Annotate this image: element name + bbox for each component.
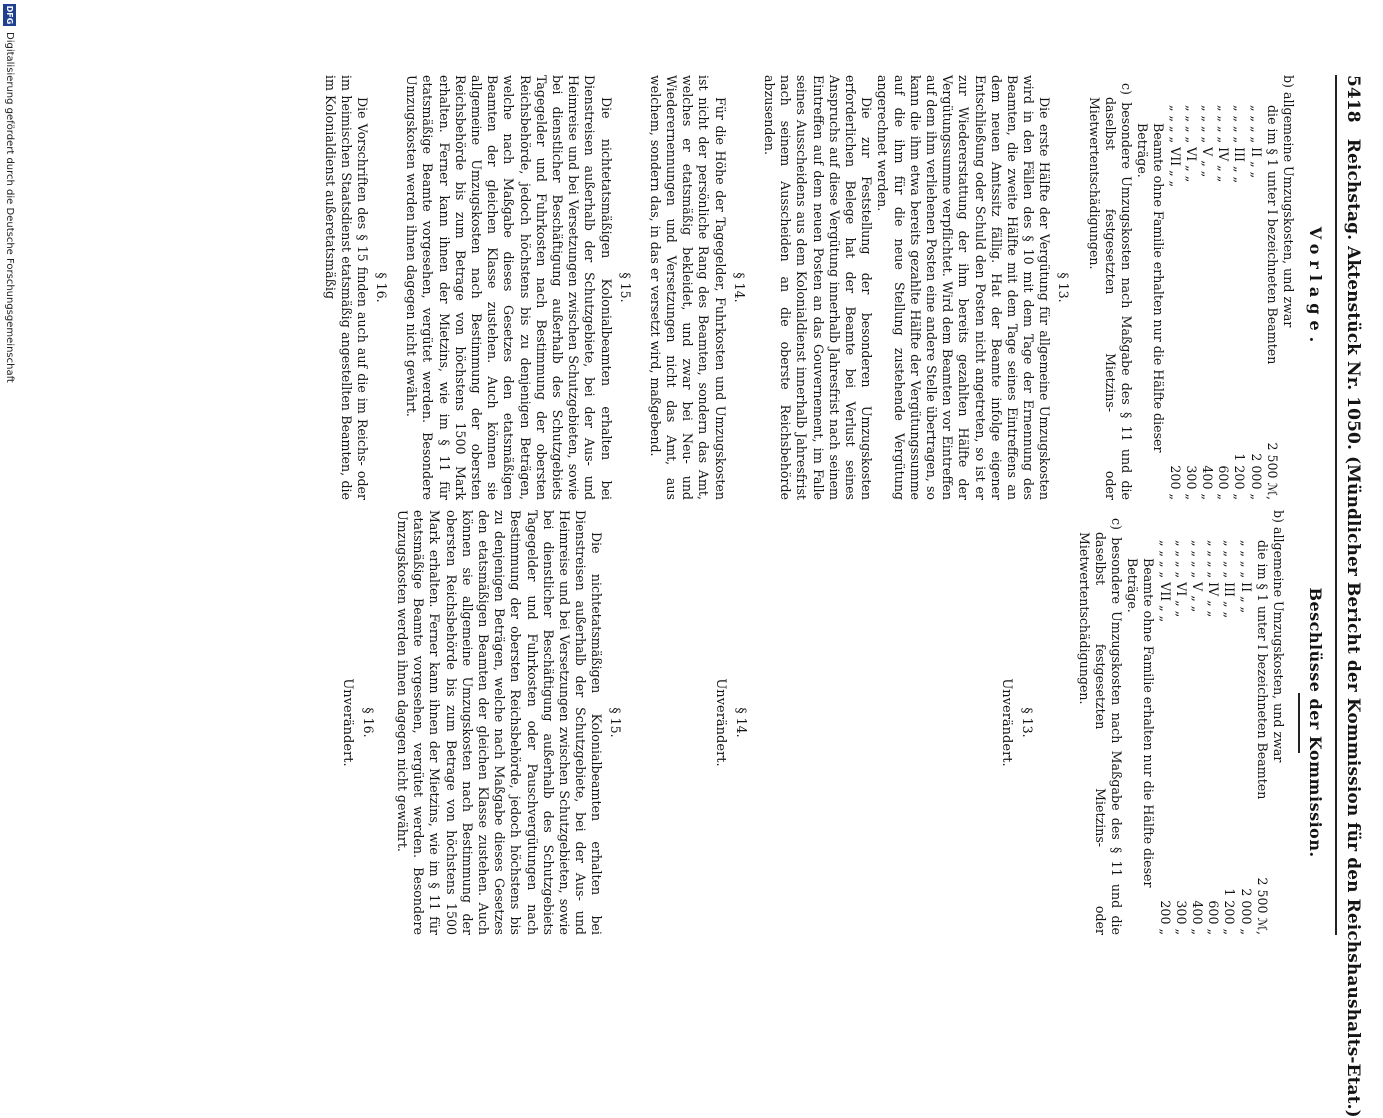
item-b-intro: b) allgemeine Umzugskosten, und zwar — [1281, 75, 1296, 328]
section-14-paragraph: Für die Höhe der Tagegelder, Fuhrkosten und Umzugskosten ist nicht der persönliche Rang des Beamten, sondern das Amt, welches er etatsmäßig bekleidet, und zwar bei Neu- und Wiederernennungen und Versetzungen nicht das Amt, aus welchem, sondern das, in das er versetzt wird, maßgebend. — [647, 75, 728, 500]
rates-table — [1166, 75, 1279, 500]
column-vorlage — [321, 75, 1331, 500]
item-b-note: Beamte ohne Familie erhalten nur die Hälfte dieser Beträge. — [1125, 558, 1157, 888]
rate-row: „ „ „ „ VII „ „ 200 „ — [1167, 105, 1183, 500]
section-13-paragraph-1: Die erste Hälfte der Vergütung für allgemeine Umzugskosten wird in den Fällen des § 10 mit dem Tage der Ernennung des Beamten, die zweite Hälfte mit dem Tage seines Eintreffens an dem neuen Amtssitz fällig. Hat der Beamte infolge eigener Entschließung oder Schuld den Posten nicht angetreten, so ist er zur Wiedererstattung der ihm bereits gezahlten Hälfte der Vergütungssumme verpflichtet. Wird dem Beamten vor Eintreffen auf dem ihm verliehenen Posten eine andere Stelle übertragen, so kann die ihm etwa bereits gezahlte Hälfte der Vergütungssumme auf die ihm für die neue Stellung zustehende Vergütung angerechnet werden. — [875, 75, 1053, 500]
dfg-logo: DFG — [5, 5, 15, 25]
rate-row: „ „ „ „ V „ „ 400 „ — [1189, 540, 1205, 935]
section-13-heading: § 13. — [1056, 272, 1072, 303]
section-15-heading: § 15. — [608, 707, 624, 738]
rate-row: „ „ „ „ III „ „ 1 200 „ — [1222, 540, 1238, 935]
rate-row: „ „ „ „ II „ „ 2 000 „ — [1238, 540, 1254, 935]
section-13-unchanged: Unverändert. — [999, 678, 1015, 767]
section-13-heading: § 13. — [1020, 707, 1036, 738]
section-15-heading: § 15. — [617, 272, 633, 303]
footer-text: Digitalisierung gefördert durch die Deutsche Forschungsgemeinschaft — [4, 32, 16, 383]
item-b-intro: b) allgemeine Umzugskosten, und zwar — [1271, 510, 1286, 763]
header-rule — [1335, 75, 1337, 935]
rate-row: „ „ „ „ VI „ „ 300 „ — [1173, 540, 1189, 935]
section-15-paragraph: Die nichtetatsmäßigen Kolonialbeamten erhalten bei Dienstreisen außerhalb der Schutzgebiete, bei der Aus- und Heimreise und bei Versetzungen zwischen Schutzgebieten, sowie bei dienstlicher Beschäftigung außerhalb des Schutzgebiets Tagegelder und Fuhrkosten oder Pauschvergütungen nach Bestimmung der obersten Reichsbehörde, jedoch höchstens bis zu denjenigen Beträgen, welche nach Maßgabe dieses Gesetzes den etatsmäßigen Beamten der gleichen Klasse zustehen. Auch können sie allgemeine Umzugskosten nach Bestimmung der obersten Reichsbehörde bis zum Betrage von höchstens 1500 Mark erhalten. Ferner kann ihnen der Mietzins, wie im § 11 für etatsmäßige Beamte vorgesehen, vergütet werden. Besondere Umzugskosten werden ihnen dagegen nicht gewährt. — [394, 510, 605, 935]
rate-row: die im § 1 unter I bezeichneten Beamten 2 500 ℳ, — [1254, 540, 1270, 935]
rate-row: „ „ „ „ IV „ „ 600 „ — [1206, 540, 1222, 935]
page-header — [1343, 75, 1363, 1118]
page-header-title: Reichstag. Aktenstück Nr. 1050. (Mündlicher Bericht der Kommission für den Reichshaushalts-Etat.) — [1343, 138, 1363, 1118]
section-15-paragraph: Die nichtetatsmäßigen Kolonialbeamten erhalten bei Dienstreisen außerhalb der Schutzgebiete, bei der Aus- und Heimreise und bei Versetzungen zwischen Schutzgebieten, sowie bei dienstlicher Beschäftigung außerhalb des Schutzgebiets Tagegelder und Fuhrkosten nach Bestimmung der obersten Reichsbehörde, jedoch höchstens bis zu denjenigen Beträgen, welche nach Maßgabe dieses Gesetzes den etatsmäßigen Beamten der gleichen Klasse zustehen. Auch können sie allgemeine Umzugskosten nach Bestimmung der obersten Reichsbehörde bis zum Betrage von höchstens 1500 Mark erhalten. Ferner kann ihnen der Mietzins, wie im § 11 für etatsmäßige Beamte vorgesehen, vergütet werden. Besondere Umzugskosten werden ihnen dagegen nicht gewährt. — [404, 75, 614, 500]
rate-row: „ „ „ „ II „ „ 2 000 „ — [1248, 105, 1264, 500]
column-title-vorlage: Vorlage. — [1306, 226, 1325, 349]
item-b-note: Beamte ohne Familie erhalten nur die Hälfte dieser Beträge. — [1135, 123, 1167, 453]
item-c: c) besondere Umzugskosten nach Maßgabe des § 11 und die daselbst festgesetzten Mietzins- oder Mietwertentschädigungen. — [1086, 83, 1134, 500]
item-c: c) besondere Umzugskosten nach Maßgabe des § 11 und die daselbst festgesetzten Mietzins- oder Mietwertentschädigungen. — [1076, 518, 1124, 935]
digitization-footer — [1, 0, 19, 1000]
rate-row: „ „ „ „ V „ „ 400 „ — [1199, 105, 1215, 500]
section-13-paragraph-2: Die zur Feststellung der besonderen Umzugskosten erforderlichen Belege hat der Beamte bei Verlust seines Anspruchs auf diese Vergütung innerhalb Jahresfrist nach seinem Eintreffen auf dem neuen Posten an das Gouvernement, im Falle seines Ausscheidens aus dem Kolonialdienst innerhalb Jahresfrist nach seinem Ausscheiden an die oberste Reichsbehörde abzusenden. — [761, 75, 875, 500]
section-14-unchanged: Unverändert. — [713, 678, 729, 767]
rate-row: „ „ „ „ III „ „ 1 200 „ — [1232, 105, 1248, 500]
section-14-heading: § 14. — [734, 707, 750, 738]
rate-row: „ „ „ „ VII „ „ 200 „ — [1157, 540, 1173, 935]
title-rule — [1298, 693, 1300, 753]
column-title-beschluesse: Beschlüsse der Kommission. — [1306, 587, 1325, 858]
page-number: 5418 — [1343, 75, 1363, 123]
rate-row: die im § 1 unter I bezeichneten Beamten 2 500 ℳ, — [1264, 105, 1280, 500]
section-16-unchanged: Unverändert. — [339, 678, 355, 767]
section-16-heading: § 16. — [374, 272, 390, 303]
section-16-paragraph: Die Vorschriften des § 15 finden auch auf die im Reichs- oder im heimischen Staatsdienst etatsmäßig angestellten Beamten, die im Kolonialdienst außeretatsmäßig — [322, 75, 371, 500]
rates-table — [1156, 510, 1269, 935]
section-16-heading: § 16. — [360, 707, 376, 738]
rate-row: „ „ „ „ IV „ „ 600 „ — [1216, 105, 1232, 500]
section-14-heading: § 14. — [731, 272, 747, 303]
rate-row: „ „ „ „ VI „ „ 300 „ — [1183, 105, 1199, 500]
column-beschluesse — [340, 510, 1331, 935]
